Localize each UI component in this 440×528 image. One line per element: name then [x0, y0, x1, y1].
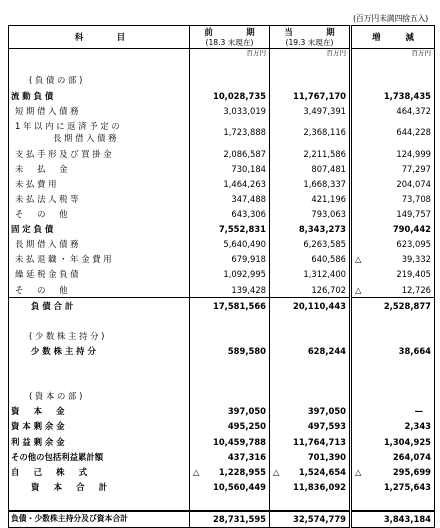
row-label	[9, 344, 190, 359]
value-text: 495,250	[227, 421, 266, 432]
value-text: 295,699	[392, 466, 431, 477]
row-label-text: 未 払 法 人 税 等	[15, 194, 79, 204]
row-label-text: 未 払 金	[15, 163, 68, 174]
row-label	[9, 419, 190, 434]
row-label-text: 繰 延 税 金 負 債	[15, 269, 79, 280]
value-text: 5,640,490	[223, 239, 266, 250]
header-prev: 前 期	[190, 26, 270, 39]
row-label	[9, 237, 190, 252]
row-prev-value	[190, 374, 270, 389]
row-curr-value	[270, 495, 351, 511]
table-row	[9, 511, 435, 528]
row-diff-value	[351, 73, 435, 88]
row-label	[9, 146, 190, 161]
row-prev-value	[190, 495, 270, 511]
row-label-text: 短 期 借 入 債 務	[15, 105, 79, 116]
row-curr-value	[270, 192, 351, 207]
value-text: 28,731,595	[213, 513, 266, 524]
value-text: 701,390	[307, 451, 346, 462]
row-label-text: 利 益 剰 余 金	[11, 436, 65, 447]
value-text: 464,372	[396, 105, 431, 116]
value-text: 2,343	[404, 421, 431, 432]
value-text: 2,368,116	[303, 127, 346, 138]
row-label	[9, 404, 190, 419]
row-label-text: 資 本 剰 余 金	[11, 421, 65, 432]
row-label	[9, 267, 190, 282]
table-row	[9, 207, 435, 222]
row-prev-value	[190, 434, 270, 449]
row-prev-value	[190, 404, 270, 419]
value-text: 20,110,443	[293, 300, 346, 311]
header-diff: 増 減	[351, 26, 435, 49]
value-text: 6,263,585	[303, 239, 346, 250]
table-row	[9, 177, 435, 192]
row-prev-value	[190, 222, 270, 237]
row-curr-value	[270, 252, 351, 267]
row-prev-value	[190, 73, 270, 88]
row-label-text: ( 負 債 の 部 )	[29, 75, 83, 86]
spacer-row	[9, 495, 435, 511]
row-diff-value	[351, 88, 435, 103]
value-text: 12,726	[401, 284, 431, 295]
row-label-text: 負 債 合 計	[31, 300, 74, 311]
row-curr-value	[270, 404, 351, 419]
row-label	[9, 329, 190, 344]
row-curr-value	[270, 298, 351, 314]
row-diff-value	[351, 58, 435, 73]
row-curr-value	[270, 222, 351, 237]
value-text: 640,586	[311, 254, 346, 265]
row-diff-value	[351, 207, 435, 222]
value-text: 10,560,449	[213, 481, 266, 492]
row-diff-value	[351, 252, 435, 267]
value-text: 1,738,435	[383, 90, 431, 101]
value-text: 793,063	[311, 209, 346, 220]
row-diff-value	[351, 313, 435, 328]
row-diff-value	[351, 298, 435, 314]
row-prev-value	[190, 298, 270, 314]
row-curr-value	[270, 389, 351, 404]
value-text: 497,593	[307, 421, 346, 432]
table-row	[9, 237, 435, 252]
row-curr-value	[270, 282, 351, 298]
table-row	[9, 88, 435, 103]
row-prev-value	[190, 118, 270, 146]
value-text: 38,664	[398, 345, 431, 356]
value-text: 397,050	[227, 406, 266, 417]
row-diff-value	[351, 404, 435, 419]
row-label-text: 支 払 手 形 及 び 買 掛 金	[15, 148, 112, 159]
value-text: 1,524,654	[298, 466, 346, 477]
value-text: 1,668,337	[303, 178, 346, 189]
value-text: 149,757	[396, 209, 431, 220]
row-prev-value	[190, 146, 270, 161]
spacer-row	[9, 313, 435, 328]
row-diff-value	[351, 267, 435, 282]
value-text: 204,074	[396, 178, 431, 189]
row-prev-value	[190, 449, 270, 464]
row-label	[9, 192, 190, 207]
row-prev-value	[190, 313, 270, 328]
value-text: 790,442	[392, 224, 431, 235]
row-curr-value	[270, 464, 351, 479]
row-label	[9, 389, 190, 404]
row-label	[9, 434, 190, 449]
row-prev-value	[190, 511, 270, 528]
value-text: 623,095	[396, 239, 431, 250]
value-text: 77,297	[401, 163, 431, 174]
row-prev-value	[190, 177, 270, 192]
value-text: 2,211,586	[303, 148, 346, 159]
table-row	[9, 344, 435, 359]
row-label	[9, 103, 190, 118]
row-label-text: 資 本 金	[11, 406, 65, 417]
value-text: 219,405	[396, 269, 431, 280]
row-label	[9, 449, 190, 464]
row-diff-value	[351, 359, 435, 374]
row-curr-value	[270, 118, 351, 146]
value-text: 11,836,092	[293, 481, 346, 492]
row-diff-value	[351, 329, 435, 344]
row-label-text: 少 数 株 主 持 分	[31, 345, 96, 356]
row-label	[9, 88, 190, 103]
balance-sheet-table	[8, 25, 435, 528]
value-text: 2,086,587	[223, 148, 266, 159]
row-diff-value	[351, 419, 435, 434]
value-text: 3,497,391	[303, 105, 346, 116]
table-row	[9, 419, 435, 434]
row-prev-value	[190, 329, 270, 344]
row-label-text: 負債・少数株主持分及び資本合計	[11, 514, 128, 524]
value-text: 1,304,925	[383, 436, 431, 447]
row-label	[9, 58, 190, 73]
row-curr-value	[270, 434, 351, 449]
row-diff-value	[351, 118, 435, 146]
value-text: 3,033,019	[223, 105, 266, 116]
row-curr-value	[270, 419, 351, 434]
row-diff-value	[351, 282, 435, 298]
table-row	[9, 449, 435, 464]
row-label-line1: 1 年 以 内 に 返 済 予 定 の	[15, 121, 120, 132]
row-curr-value	[270, 313, 351, 328]
value-text: 3,843,184	[383, 513, 431, 524]
value-text: —	[414, 406, 423, 417]
row-label-text: ( 少 数 株 主 持 分 )	[29, 330, 105, 341]
row-prev-value	[190, 344, 270, 359]
row-curr-value	[270, 449, 351, 464]
value-text: 73,708	[401, 194, 431, 204]
unit-prev: 百万円	[190, 49, 270, 59]
row-prev-value	[190, 479, 270, 494]
header-curr: 当 期	[270, 26, 351, 39]
value-text: 628,244	[307, 345, 346, 356]
value-text: 421,196	[311, 194, 346, 204]
table-row	[9, 73, 435, 88]
row-diff-value	[351, 222, 435, 237]
value-text: 397,050	[307, 406, 346, 417]
value-text: 347,488	[231, 194, 266, 204]
row-diff-value	[351, 434, 435, 449]
row-curr-value	[270, 237, 351, 252]
row-label	[9, 298, 190, 314]
table-row	[9, 118, 435, 146]
row-diff-value	[351, 177, 435, 192]
row-label-text: そ の 他	[15, 284, 68, 295]
row-diff-value	[351, 146, 435, 161]
value-text: 8,343,273	[298, 224, 346, 235]
row-prev-value	[190, 58, 270, 73]
row-curr-value	[270, 267, 351, 282]
row-label	[9, 313, 190, 328]
row-curr-value	[270, 88, 351, 103]
header-curr-sub: (19.3 末現在)	[270, 38, 351, 49]
value-text: 1,464,263	[223, 178, 266, 189]
row-prev-value	[190, 267, 270, 282]
row-prev-value	[190, 103, 270, 118]
value-text: 730,184	[231, 163, 266, 174]
row-label	[9, 177, 190, 192]
row-label-text: その他の包括利益累計額	[11, 451, 104, 462]
negative-mark: △	[355, 284, 362, 295]
row-label	[9, 464, 190, 479]
value-text: 124,999	[396, 148, 431, 159]
table-row	[9, 479, 435, 494]
table-row	[9, 282, 435, 298]
row-curr-value	[270, 73, 351, 88]
row-prev-value	[190, 161, 270, 176]
row-curr-value	[270, 374, 351, 389]
row-prev-value	[190, 252, 270, 267]
row-curr-value	[270, 511, 351, 528]
negative-mark: △	[355, 466, 362, 477]
row-curr-value	[270, 344, 351, 359]
header-item: 科 目	[9, 26, 190, 49]
row-diff-value	[351, 464, 435, 479]
row-diff-value	[351, 103, 435, 118]
value-text: 437,316	[227, 451, 266, 462]
unit-row	[9, 49, 435, 59]
value-text: 679,918	[231, 254, 266, 265]
spacer-row	[9, 374, 435, 389]
spacer-row	[9, 58, 435, 73]
value-text: 1,275,643	[383, 481, 431, 492]
value-text: 10,459,788	[213, 436, 266, 447]
value-text: 2,528,877	[383, 300, 431, 311]
value-text: 17,581,566	[213, 300, 266, 311]
table-row	[9, 464, 435, 479]
row-label	[9, 479, 190, 494]
row-curr-value	[270, 103, 351, 118]
spacer-row	[9, 359, 435, 374]
row-curr-value	[270, 161, 351, 176]
value-text: 264,074	[392, 451, 431, 462]
row-label	[9, 118, 190, 146]
table-row	[9, 161, 435, 176]
row-label-text: 流 動 負 債	[11, 90, 54, 101]
value-text: 1,092,995	[223, 269, 266, 280]
unit-note: (百万円未満四捨五入)	[353, 14, 428, 23]
row-prev-value	[190, 389, 270, 404]
unit-curr: 百万円	[270, 49, 351, 59]
value-text: 589,580	[227, 345, 266, 356]
value-text: 807,481	[311, 163, 346, 174]
value-text: 644,228	[396, 127, 431, 138]
value-text: 139,428	[231, 284, 266, 295]
value-text: 10,028,735	[213, 90, 266, 101]
row-label	[9, 252, 190, 267]
row-diff-value	[351, 479, 435, 494]
unit-diff: 百万円	[351, 49, 435, 59]
row-label	[9, 222, 190, 237]
row-curr-value	[270, 177, 351, 192]
row-diff-value	[351, 511, 435, 528]
row-prev-value	[190, 359, 270, 374]
value-text: 7,552,831	[218, 224, 266, 235]
row-label	[9, 73, 190, 88]
row-curr-value	[270, 207, 351, 222]
row-diff-value	[351, 389, 435, 404]
negative-mark: △	[273, 466, 280, 477]
row-prev-value	[190, 88, 270, 103]
row-prev-value	[190, 419, 270, 434]
table-row	[9, 404, 435, 419]
value-text: 126,702	[311, 284, 346, 295]
row-diff-value	[351, 449, 435, 464]
row-prev-value	[190, 192, 270, 207]
row-label-text: そ の 他	[15, 209, 68, 220]
header-prev-sub: (18.3 末現在)	[190, 38, 270, 49]
row-prev-value	[190, 237, 270, 252]
table-row	[9, 298, 435, 314]
row-prev-value	[190, 464, 270, 479]
row-diff-value	[351, 495, 435, 511]
row-label-text: 未 払 退 職 ・ 年 金 費 用	[15, 254, 112, 265]
value-text: 39,332	[401, 254, 431, 265]
row-label	[9, 495, 190, 511]
row-label-line2: 長 期 借 入 債 務	[53, 132, 117, 143]
row-prev-value	[190, 207, 270, 222]
table-row	[9, 103, 435, 118]
row-label-text: 固 定 負 債	[11, 224, 54, 235]
row-label	[9, 374, 190, 389]
row-diff-value	[351, 344, 435, 359]
row-label	[9, 511, 190, 528]
row-label-text: 自 己 株 式	[11, 466, 88, 477]
row-curr-value	[270, 146, 351, 161]
value-text: 1,723,888	[223, 127, 266, 138]
negative-mark: △	[355, 254, 362, 265]
row-diff-value	[351, 161, 435, 176]
row-curr-value	[270, 58, 351, 73]
negative-mark: △	[193, 466, 200, 477]
row-label	[9, 161, 190, 176]
value-text: 32,574,779	[293, 513, 346, 524]
value-text: 1,228,955	[218, 466, 266, 477]
header-row	[9, 26, 435, 39]
row-label-text: 未 払 費 用	[15, 178, 57, 189]
value-text: 643,306	[231, 209, 266, 220]
row-prev-value	[190, 282, 270, 298]
row-label	[9, 282, 190, 298]
table-row	[9, 222, 435, 237]
row-diff-value	[351, 237, 435, 252]
row-label	[9, 359, 190, 374]
table-row	[9, 389, 435, 404]
table-row	[9, 192, 435, 207]
table-row	[9, 434, 435, 449]
row-label-text: 資 本 合 計	[31, 481, 108, 492]
table-row	[9, 329, 435, 344]
row-label	[9, 207, 190, 222]
row-diff-value	[351, 374, 435, 389]
table-row	[9, 267, 435, 282]
row-curr-value	[270, 329, 351, 344]
table-row	[9, 146, 435, 161]
row-curr-value	[270, 359, 351, 374]
row-label-text: 長 期 借 入 債 務	[15, 239, 79, 250]
row-curr-value	[270, 479, 351, 494]
value-text: 11,767,170	[293, 90, 346, 101]
row-label-text: ( 資 本 の 部 )	[29, 391, 83, 402]
value-text: 1,312,400	[303, 269, 346, 280]
value-text: 11,764,713	[293, 436, 346, 447]
table-row	[9, 252, 435, 267]
row-diff-value	[351, 192, 435, 207]
